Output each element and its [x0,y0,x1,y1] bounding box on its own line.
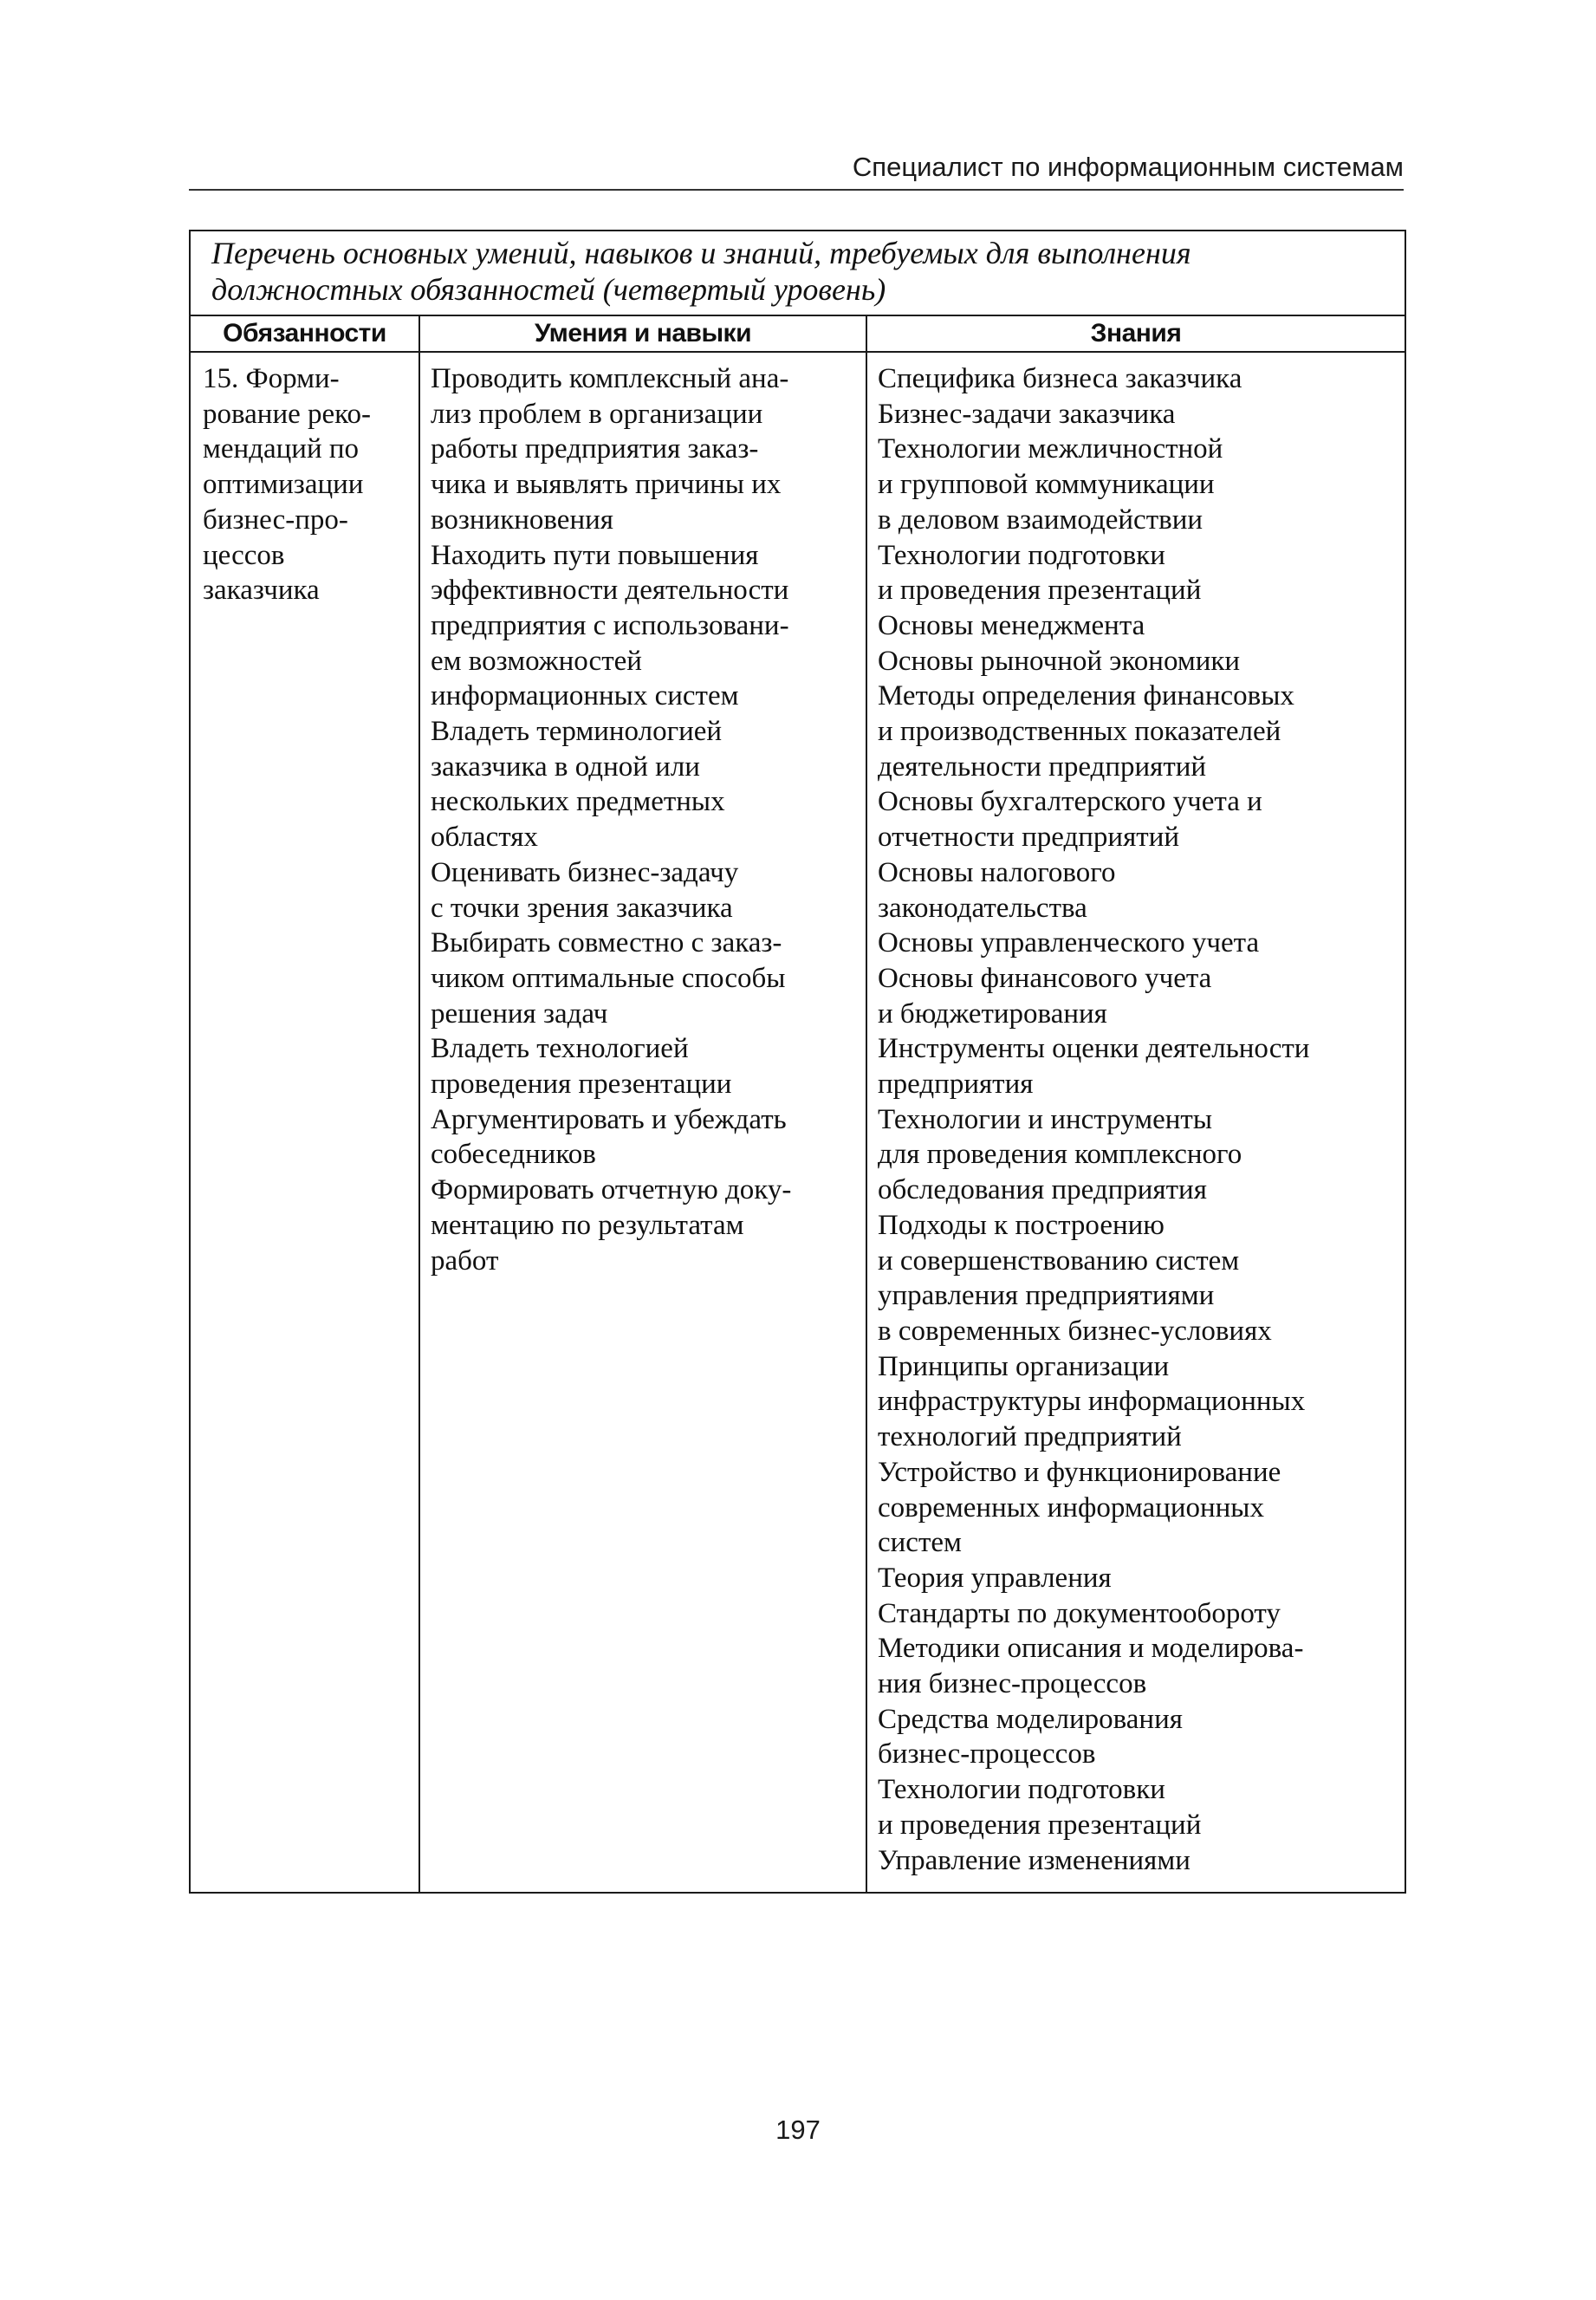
skill-line: с точки зрения заказчика [431,892,733,924]
skill-line: эффективности деятельности [431,575,789,607]
knowledge-line: бизнес-процессов [878,1738,1096,1770]
knowledge-line: и проведения презентаций [878,1809,1202,1841]
knowledge-cell [866,352,1405,1893]
knowledge-line: Бизнес-задачи заказчика [878,398,1176,430]
skills-cell [419,352,866,1893]
knowledge-line: законодательства [878,892,1087,924]
knowledge-line: Основы менеджмента [878,609,1145,641]
skill-line: возникновения [431,504,613,536]
knowledge-line: в современных бизнес-условиях [878,1315,1272,1347]
knowledge-line: Инструменты оценки деятельности [878,1033,1310,1065]
knowledge-line: и производственных показателей [878,716,1281,748]
duty-line: мендаций по [203,433,360,465]
knowledge-line: технологий предприятий [878,1421,1182,1453]
skill-line: Находить пути повышения [431,539,759,571]
knowledge-line: Основы бухгалтерского учета и [878,786,1262,818]
column-header-knowledge: Знания [866,315,1405,352]
table-row [190,352,1405,1893]
skill-line: областях [431,822,538,854]
column-header-duties: Обязанности [190,315,419,352]
knowledge-line: предприятия [878,1069,1034,1101]
skill-line: решения задач [431,997,608,1030]
duty-line: заказчика [203,575,320,607]
caption-line: Перечень основных умений, навыков и знаний, требуемых для выполнения [211,236,1191,270]
skill-line: предприятия с использовани- [431,609,789,641]
knowledge-line: Принципы организации [878,1350,1170,1382]
skill-line: информационных систем [431,680,739,712]
duty-line: 15. Форми- [203,363,340,394]
skill-line: заказчика в одной или [431,750,700,783]
knowledge-line: и совершенствованию систем [878,1244,1240,1277]
skill-line: работ [431,1244,499,1277]
knowledge-line: систем [878,1527,962,1559]
table-caption-row [190,231,1405,315]
competency-table [189,230,1406,1894]
skill-line: Владеть терминологией [431,716,723,748]
knowledge-line: деятельности предприятий [878,750,1207,783]
knowledge-line: управления предприятиями [878,1280,1215,1312]
duty-line: рование реко- [203,398,372,430]
duties-cell [190,352,419,1893]
skill-line: Выбирать совместно с заказ- [431,927,782,959]
skill-line: ем возможностей [431,645,642,677]
skill-line: Оценивать бизнес-задачу [431,856,739,888]
table-caption [190,231,1405,315]
skill-line: Формировать отчетную доку- [431,1174,792,1206]
skill-line: чика и выявлять причины их [431,469,782,501]
page-number: 197 [775,2115,821,2145]
knowledge-line: Технологии межличностной [878,433,1223,465]
knowledge-line: Управление изменениями [878,1844,1191,1876]
skill-line: ментацию по результатам [431,1209,744,1241]
knowledge-line: Устройство и функционирование [878,1456,1281,1488]
header-rule [189,189,1404,191]
knowledge-line: отчетности предприятий [878,822,1180,854]
knowledge-line: Технологии подготовки [878,1774,1165,1806]
knowledge-line: для проведения комплексного [878,1139,1242,1171]
knowledge-line: Технологии и инструменты [878,1103,1213,1135]
running-header: Специалист по информационным системам [852,152,1404,182]
caption-line: должностных обязанностей (четвертый уровень) [211,272,886,307]
knowledge-line: Основы управленческого учета [878,927,1260,959]
skill-line: лиз проблем в организации [431,398,763,430]
skill-line: чиком оптимальные способы [431,962,786,994]
skill-line: проведения презентации [431,1069,732,1101]
knowledge-line: Технологии подготовки [878,539,1165,571]
table-header-row [190,315,1405,352]
knowledge-line: Основы финансового учета [878,962,1212,994]
duty-line: оптимизации [203,469,364,501]
knowledge-line: Методики описания и моделирова- [878,1633,1304,1665]
knowledge-line: современных информационных [878,1491,1264,1524]
skill-line: Аргументировать и убеждать [431,1103,787,1135]
knowledge-line: и проведения презентаций [878,575,1202,607]
knowledge-line: инфраструктуры информационных [878,1386,1306,1418]
knowledge-line: и бюджетирования [878,997,1107,1030]
knowledge-line: ния бизнес-процессов [878,1668,1147,1700]
duty-line: бизнес-про- [203,504,348,536]
knowledge-line: Методы определения финансовых [878,680,1294,712]
knowledge-line: Основы рыночной экономики [878,645,1241,677]
skill-line: Проводить комплексный ана- [431,363,789,394]
knowledge-line: обследования предприятия [878,1174,1207,1206]
knowledge-line: Специфика бизнеса заказчика [878,363,1242,394]
skill-line: нескольких предметных [431,786,725,818]
knowledge-line: Средства моделирования [878,1703,1183,1735]
knowledge-line: Теория управления [878,1562,1112,1594]
knowledge-line: в деловом взаимодействии [878,504,1203,536]
column-header-skills: Умения и навыки [419,315,866,352]
knowledge-line: и групповой коммуникации [878,469,1215,501]
knowledge-line: Основы налогового [878,856,1116,888]
skill-line: собеседников [431,1139,596,1171]
knowledge-line: Подходы к построению [878,1209,1165,1241]
knowledge-line: Стандарты по документообороту [878,1597,1281,1629]
duty-line: цессов [203,539,285,571]
skill-line: работы предприятия заказ- [431,433,759,465]
skill-line: Владеть технологией [431,1033,689,1065]
